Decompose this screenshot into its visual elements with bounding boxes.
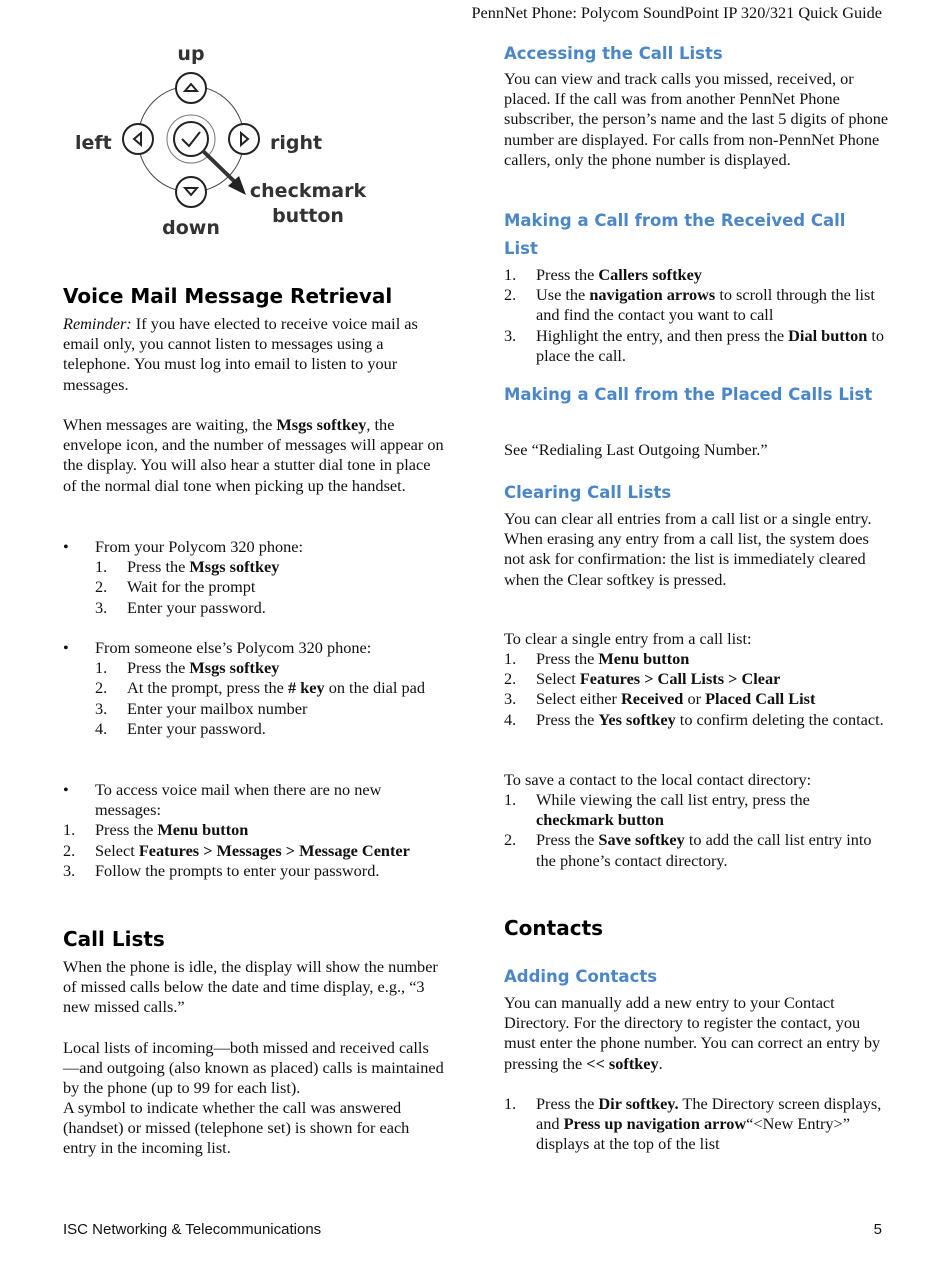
text-run: or [683,689,706,709]
step-number: 1. [63,820,76,840]
step-text [536,710,884,729]
voicemail-reminder [63,314,445,395]
text-run: Press the [127,658,190,678]
step-number: 4. [95,718,108,738]
step-text [127,658,279,677]
step-item [95,658,445,678]
step-text [536,326,884,365]
text-run: Menu button [157,820,249,840]
adding-contacts-steps [504,1094,889,1155]
text-run: Dial button [788,325,868,345]
text-run: Follow the prompts to enter your password. [95,860,380,880]
text-run: Select either [536,689,621,709]
bullet-dot: • [63,638,69,657]
text-run: While viewing the call list entry, press the [536,790,810,809]
text-run: Callers softkey [598,265,702,284]
text-run: Press the [536,1094,599,1113]
text-run: Wait for the prompt [127,577,256,597]
text-run: You can view and track calls you missed, received, or placed. If the call was from another PennNet Phone subscriber, the person’s name and the last 5 digits of phone number are displayed. For calls from non-PennNet Phone callers, only the phone number is displayed. [504,69,889,169]
text-run: Select [536,669,580,689]
text-run: Local lists of incoming—both missed and received calls—and outgoing (also known as placed) calls is maintained by the phone (up to 99 for each list). [63,1038,444,1098]
text-run: # key [287,678,325,698]
call-lists-p3 [63,1098,445,1159]
text-run: to confirm deleting the contact. [675,709,884,729]
text-run: A symbol to indicate whether the call was answered (handset) or missed (telephone set) is shown for each entry in the incoming list. [63,1098,410,1158]
step-item [63,841,445,861]
text-run: to add the call list entry into the phone’s contact directory. [536,830,872,870]
step-item [95,598,445,618]
step-item [504,669,889,689]
text-run: See “Redialing Last Outgoing Number.” [504,440,768,459]
received-steps [504,265,889,366]
text-run: Enter your mailbox number [127,698,308,718]
step-number: 3. [504,689,517,709]
navigation-keys-diagram [70,40,370,245]
step-text [127,719,266,738]
step-item [504,285,889,325]
bullet-dot: • [63,537,69,556]
clearing-p3 [504,770,889,790]
text-run: Msgs softkey [189,557,280,577]
step-text [536,689,815,708]
step-item [504,689,889,709]
step-item [504,326,889,366]
bullet-label: From someone else’s Polycom 320 phone: [95,638,372,657]
step-item [504,830,889,870]
clearing-steps [504,649,889,730]
text-run: Features > Call Lists > Clear [579,669,781,689]
label-right: right [270,132,323,154]
text-run: to place the call. [536,325,885,365]
text-run: Placed Call List [705,689,816,709]
text-run: You can clear all entries from a call list or a single entry. When erasing any entry from a call list, the system does not ask for confirmation: the list is immediately cleared when the Clear softkey is pressed. [504,509,872,589]
text-run: Press up navigation arrow [563,1114,747,1134]
placed-heading: Making a Call from the Placed Calls List [504,385,873,404]
step-text [127,557,279,576]
step-item [95,719,445,739]
step-text [536,790,810,829]
text-run: Use the [536,285,590,305]
text-run: Enter your password. [127,597,266,617]
step-number: 1. [504,790,517,809]
text-run: Reminder: [63,314,132,333]
text-run: When messages are waiting, the [63,415,277,434]
text-run: , the envelope icon, and the number of messages will appear on the display. You will also hear a stutter dial tone in place of the normal dial tone when picking up the handset. [63,415,444,495]
text-run: At the prompt, press the [127,678,288,698]
text-run: to scroll through the list and find the contact you want to call [536,285,875,325]
step-number: 3. [504,325,517,345]
text-run: Enter your password. [127,718,266,738]
accessing-text [504,69,889,170]
received-heading: Making a Call from the Received Call List [504,211,846,258]
label-left: left [75,132,112,154]
save-contact-steps [504,790,889,871]
call-lists-heading: Call Lists [63,927,165,951]
call-lists-p2 [63,1038,445,1099]
accessing-heading: Accessing the Call Lists [504,44,723,63]
text-run: << softkey [586,1053,659,1073]
step-item [63,861,445,881]
text-run: Yes softkey [598,709,676,729]
step-number: 1. [504,265,517,284]
step-number: 4. [504,709,517,729]
step-text [536,285,875,324]
text-run: Menu button [598,649,690,668]
bullet-other-phone [63,638,445,739]
step-item [95,699,445,719]
step-number: 1. [504,649,517,668]
text-run: Press the [536,709,599,729]
step-item [504,265,889,285]
label-down: down [162,217,220,239]
voicemail-heading: Voice Mail Message Retrieval [63,284,393,308]
placed-text [504,440,889,460]
steps-list [63,820,445,881]
page-number: 5 [873,1221,882,1238]
bullet-no-new-messages [63,780,445,881]
step-text [536,649,689,668]
text-run: Msgs softkey [189,658,280,678]
step-number: 2. [63,840,76,860]
clearing-p2 [504,629,889,649]
text-run: “<New Entry>” displays at the top of the list [536,1114,850,1154]
label-checkmark: checkmark [249,180,367,202]
steps-list [63,658,445,739]
step-text [127,678,425,697]
step-number: 3. [63,860,76,880]
step-number: 2. [95,678,108,698]
step-text [536,265,702,284]
step-item [504,649,889,669]
text-run: Press the [536,265,599,284]
step-item [504,710,889,730]
step-number: 2. [504,669,517,689]
text-run: Msgs softkey [276,415,367,434]
voicemail-waiting [63,415,445,496]
step-number: 2. [504,830,517,850]
contacts-heading: Contacts [504,916,604,940]
clearing-p1 [504,509,889,590]
text-run: To clear a single entry from a call list: [504,629,752,648]
label-button: button [272,205,344,227]
text-run: Received [620,689,684,709]
clearing-heading: Clearing Call Lists [504,483,672,502]
step-number: 1. [504,1094,517,1113]
step-number: 3. [95,698,108,718]
step-item [95,557,445,577]
text-run: navigation arrows [589,285,716,305]
text-run: If you have elected to receive voice mail as email only, you cannot listen to messages using a telephone. You must log into email to listen to your messages. [63,314,418,394]
step-text [536,669,780,688]
step-text [536,1094,881,1153]
page-header: PennNet Phone: Polycom SoundPoint IP 320/321 Quick Guide [471,3,882,22]
text-run: Press the [536,830,599,850]
adding-contacts-text [504,993,889,1074]
step-text [95,841,410,860]
text-run: checkmark button [536,810,664,830]
bullet-label: To access voice mail when there are no new messages: [95,780,382,820]
step-text [127,699,307,718]
text-run: Features > Messages > Message Center [138,840,410,860]
text-run: on the dial pad [324,678,425,698]
text-run: Press the [127,557,190,577]
text-run: You can manually add a new entry to your Contact Directory. For the directory to register the contact, you must enter the phone number. You can correct an entry by pressing the [504,993,881,1073]
text-run: Save softkey [598,830,685,850]
adding-contacts-heading: Adding Contacts [504,967,658,986]
label-up: up [177,43,205,65]
text-run: . [658,1053,663,1073]
text-run: Select [95,840,139,860]
step-text [127,598,266,617]
step-item [95,678,445,698]
text-run: Press the [95,820,158,840]
bullet-own-phone [63,537,445,618]
steps-list [63,557,445,618]
step-item [504,1094,889,1155]
step-number: 2. [95,577,108,597]
step-item [63,820,445,840]
text-run: Dir softkey. [598,1094,679,1113]
step-text [127,577,255,596]
call-lists-p1 [63,957,445,1018]
step-text [95,861,379,880]
step-text [536,830,872,869]
text-run: Press the [536,649,599,668]
footer-org: ISC Networking & Telecommunications [63,1221,322,1238]
text-run: To save a contact to the local contact directory: [504,770,812,789]
step-item [504,790,889,830]
step-number: 2. [504,285,517,305]
step-text [95,820,248,839]
text-run: When the phone is idle, the display will show the number of missed calls below the date and time display, e.g., “3 new missed calls.” [63,957,438,1017]
step-item [95,577,445,597]
step-number: 1. [95,658,108,678]
text-run: The Directory screen displays, and [536,1094,882,1134]
bullet-dot: • [63,780,69,799]
step-number: 3. [95,597,108,617]
step-number: 1. [95,557,108,577]
bullet-label: From your Polycom 320 phone: [95,537,304,556]
text-run: Highlight the entry, and then press the [536,325,789,345]
